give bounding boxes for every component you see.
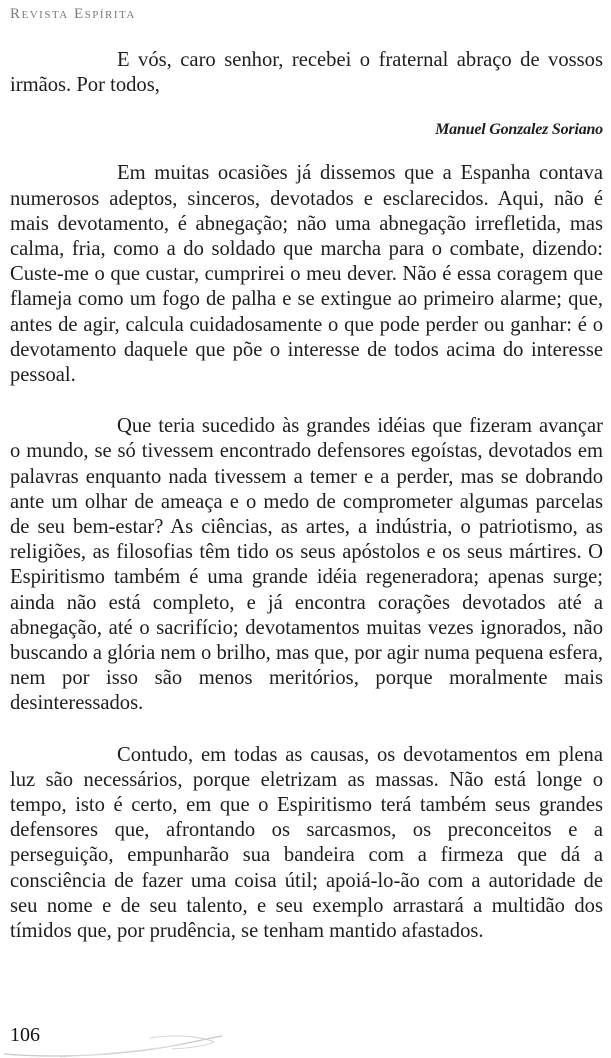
paragraph-4: Contudo, em todas as causas, os devotamentos em plena luz são necessários, porque eletrizam as massas. Não está longe o tempo, isto é certo, em que o Espiritismo terá também seus grandes defensores que, afrontando os sarcasmos, os preconceitos e a perseguição, empunharão sua bandeira com a firmeza que dá a consciência de fazer uma coisa útil; apoiá-lo-ão com a autoridade de seu nome e de seu talento, e seu exemplo arrastará a multidão dos tímidos que, por prudência, se tenham mantido afastados. <box>10 743 603 943</box>
letter-signature: Manuel Gonzalez Soriano <box>435 121 603 139</box>
paragraph-1: E vós, caro senhor, recebei o fraternal abraço de vossos irmãos. Por todos, <box>10 49 603 97</box>
paragraph-3: Que teria sucedido às grandes idéias que fizeram avançar o mundo, se só tivessem encontrado defensores egoístas, devotados em palavras enquanto nada tivessem a temer e a perder, mas se dobrando ante um olhar de ameaça e o medo de comprometer algumas parcelas de seu bem-estar? As ciências, as artes, a indústria, o patriotismo, as religiões, as filosofias têm tido os seus apóstolos e os seus mártires. O Espiritismo também é uma grande idéia regeneradora; apenas surge; ainda não está completo, e já encontra corações devotados até a abnegação, até o sacrifício; devotamentos muitas vezes ignorados, não buscando a glória nem o brilho, mas que, por agir numa pequena esfera, nem por isso são menos meritórios, porque moralmente mais desinteressados. <box>10 415 604 715</box>
running-head: Revista Espírita <box>10 6 136 22</box>
paragraph-2: Em muitas ocasiões já dissemos que a Espanha contava numerosos adeptos, sinceros, devotados e esclarecidos. Aqui, não é mais devotamento, é abnegação; não uma abnegação irrefletida, mas calma, fria, como a do soldado que marcha para o combate, dizendo: Custe-me o que custar, cumprirei o meu dever. Não é essa coragem que flameja como um fogo de palha e se extingue ao primeiro alarme; que, antes de agir, calcula cuidadosamente o que pode perder ou ganhar: é o devotamento daquele que põe o interesse de todos acima do interesse pessoal. <box>10 162 603 387</box>
page-body <box>10 48 603 944</box>
page-number: 106 <box>10 1024 40 1046</box>
